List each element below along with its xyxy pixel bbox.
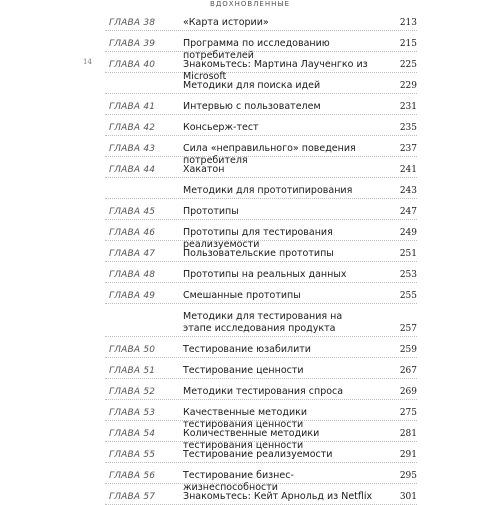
toc-entry	[105, 421, 417, 451]
entry-page-number: 225	[399, 60, 417, 70]
entry-page-number: 267	[399, 366, 417, 376]
entry-page-number: 215	[399, 39, 417, 49]
entry-page-number: 213	[399, 18, 417, 28]
toc-section-entry	[105, 73, 417, 94]
toc-entry	[105, 463, 417, 493]
entry-page-number: 229	[399, 81, 417, 91]
entry-page-number: 249	[399, 228, 417, 238]
entry-page-number: 281	[399, 429, 417, 439]
toc-entry	[105, 199, 417, 220]
chapter-label: ГЛАВА 46	[109, 228, 156, 238]
running-head: ВДОХНОВЛЕННЫЕ	[210, 0, 290, 8]
entry-title: Прототипы для тестирования реализуемости	[183, 227, 333, 250]
toc-entry	[105, 442, 417, 463]
chapter-label: ГЛАВА 48	[109, 270, 156, 280]
chapter-label: ГЛАВА 38	[109, 18, 156, 28]
entry-title: Прототипы	[183, 206, 239, 217]
toc-entry	[105, 400, 417, 430]
entry-title: Знакомьтесь: Кейт Арнольд из Netflix	[183, 491, 373, 502]
entry-page-number: 301	[399, 492, 417, 502]
entry-title: Тестирование реализуемости	[183, 449, 333, 460]
entry-title: Пользовательские прототипы	[183, 248, 334, 259]
toc-entry	[105, 52, 417, 82]
toc-entry	[105, 379, 417, 400]
chapter-label: ГЛАВА 54	[109, 429, 156, 439]
entry-title: Качественные методики тестирования ценности	[183, 407, 308, 430]
chapter-label: ГЛАВА 57	[109, 492, 156, 502]
chapter-label: ГЛАВА 47	[109, 249, 156, 259]
entry-title: Методики для поиска идей	[183, 80, 321, 91]
chapter-label: ГЛАВА 43	[109, 144, 156, 154]
chapter-label: ГЛАВА 40	[109, 60, 156, 70]
entry-page-number: 269	[399, 387, 417, 397]
entry-title: Тестирование юзабилити	[183, 344, 311, 355]
entry-page-number: 241	[399, 165, 417, 175]
entry-page-number: 291	[399, 450, 417, 460]
toc-entry	[105, 220, 417, 250]
toc-entry	[105, 283, 417, 304]
entry-title: Методики для тестирования на этапе исследования продукта	[183, 311, 343, 334]
entry-title: Интервью с пользователем	[183, 101, 321, 112]
table-of-contents	[105, 10, 417, 505]
chapter-label: ГЛАВА 49	[109, 291, 156, 301]
entry-title: Количественные методики тестирования ценности	[183, 428, 320, 451]
toc-section-entry	[105, 304, 417, 337]
toc-entry	[105, 241, 417, 262]
entry-page-number: 231	[399, 102, 417, 112]
entry-title: Сила «неправильного» поведения потребителя	[183, 143, 356, 166]
entry-page-number: 243	[399, 186, 417, 196]
chapter-label: ГЛАВА 51	[109, 366, 156, 376]
chapter-label: ГЛАВА 50	[109, 345, 156, 355]
entry-title: Консьерж-тест	[183, 122, 259, 133]
toc-entry	[105, 157, 417, 178]
toc-entry	[105, 136, 417, 166]
toc-entry	[105, 484, 417, 505]
entry-page-number: 235	[399, 123, 417, 133]
chapter-label: ГЛАВА 55	[109, 450, 156, 460]
entry-title: Смешанные прототипы	[183, 290, 301, 301]
entry-title: Методики тестирования спроса	[183, 386, 344, 397]
entry-title: Тестирование бизнес-жизнеспособности	[183, 470, 294, 493]
entry-page-number: 251	[399, 249, 417, 259]
entry-page-number: 295	[399, 471, 417, 481]
entry-page-number: 247	[399, 207, 417, 217]
entry-title: Методики для прототипирования	[183, 185, 353, 196]
toc-entry	[105, 337, 417, 358]
page-number: 14	[83, 58, 92, 66]
entry-title: Программа по исследованию потребителей	[183, 38, 330, 61]
toc-entry	[105, 262, 417, 283]
entry-title: Знакомьтесь: Мартина Лаученгко из Microsoft	[183, 59, 368, 82]
entry-title: Прототипы на реальных данных	[183, 269, 347, 280]
chapter-label: ГЛАВА 42	[109, 123, 156, 133]
entry-page-number: 257	[399, 324, 417, 334]
toc-entry	[105, 31, 417, 61]
entry-title: Тестирование ценности	[183, 365, 304, 376]
chapter-label: ГЛАВА 44	[109, 165, 156, 175]
chapter-label: ГЛАВА 52	[109, 387, 156, 397]
chapter-label: ГЛАВА 41	[109, 102, 156, 112]
chapter-label: ГЛАВА 39	[109, 39, 156, 49]
chapter-label: ГЛАВА 53	[109, 408, 156, 418]
entry-page-number: 253	[399, 270, 417, 280]
chapter-label: ГЛАВА 45	[109, 207, 156, 217]
entry-page-number: 255	[399, 291, 417, 301]
entry-title: «Карта истории»	[183, 17, 269, 28]
entry-page-number: 259	[399, 345, 417, 355]
entry-page-number: 237	[399, 144, 417, 154]
toc-section-entry	[105, 178, 417, 199]
toc-entry	[105, 10, 417, 31]
chapter-label: ГЛАВА 56	[109, 471, 156, 481]
toc-entry	[105, 115, 417, 136]
toc-entry	[105, 94, 417, 115]
toc-entry	[105, 358, 417, 379]
entry-page-number: 275	[399, 408, 417, 418]
entry-title: Хакатон	[183, 164, 225, 175]
